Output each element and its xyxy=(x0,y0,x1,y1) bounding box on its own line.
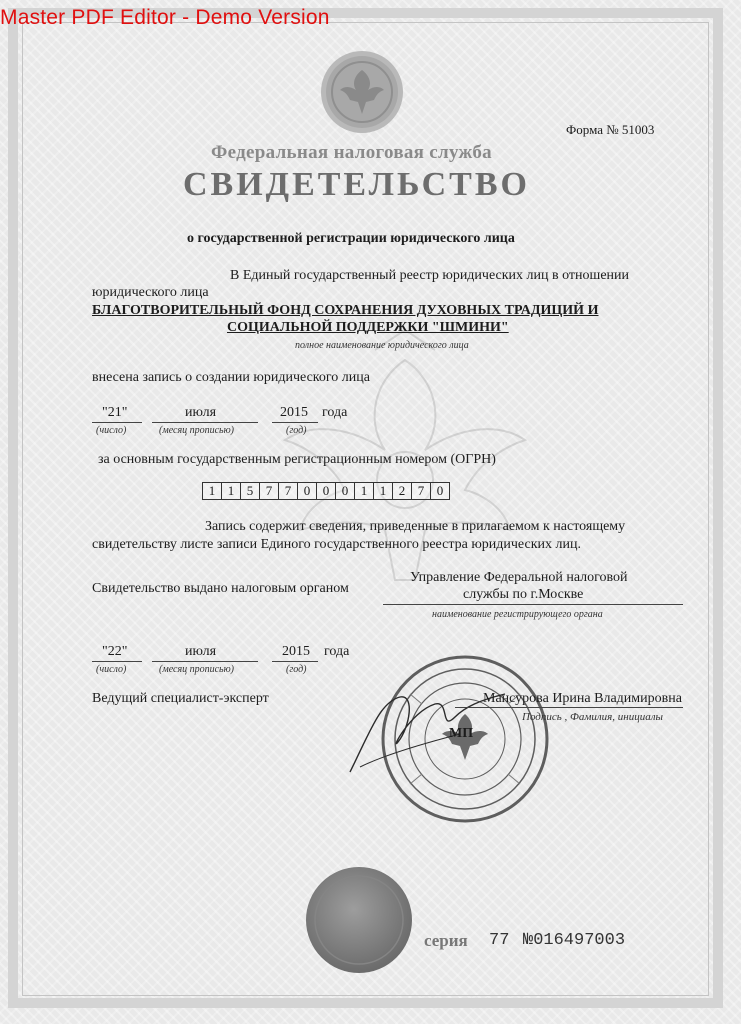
document-subtitle: о государственной регистрации юридического лица xyxy=(187,231,515,246)
issuer-line-2: службы по г.Москве xyxy=(463,587,584,602)
ogrn-digit: 5 xyxy=(240,482,260,500)
issue-day: "22" xyxy=(102,644,128,659)
ogrn-digit: 0 xyxy=(335,482,355,500)
position-title: Ведущий специалист-эксперт xyxy=(92,691,269,706)
demo-banner: Master PDF Editor - Demo Version xyxy=(0,6,330,29)
issuer-line-1: Управление Федеральной налоговой xyxy=(410,570,628,585)
info-line-1: Запись содержит сведения, приведенные в прилагаемом к настоящему xyxy=(205,519,626,534)
ogrn-digit: 1 xyxy=(202,482,222,500)
issue-year-caption: (год) xyxy=(286,664,307,675)
ogrn-digit: 1 xyxy=(221,482,241,500)
issue-year: 2015 xyxy=(282,644,310,659)
signatory-name: Мансурова Ирина Владимировна xyxy=(483,691,682,706)
form-number: Форма № 51003 xyxy=(566,122,655,137)
ogrn-digit: 7 xyxy=(278,482,298,500)
record-day: "21" xyxy=(102,405,128,420)
record-year-suffix: года xyxy=(322,405,348,420)
intro-line-2: юридического лица xyxy=(92,285,209,300)
series-number: №016497003 xyxy=(523,931,626,950)
ogrn-digit: 0 xyxy=(297,482,317,500)
series-label: серия xyxy=(424,931,468,950)
mp-mark: МП xyxy=(449,726,474,741)
issue-year-suffix: года xyxy=(324,644,350,659)
record-year-caption: (год) xyxy=(286,425,307,436)
issued-by-label: Свидетельство выдано налоговым органом xyxy=(92,581,349,596)
info-line-2: свидетельству листе записи Единого государственного реестра юридических лиц. xyxy=(92,537,581,552)
ogrn-digit: 7 xyxy=(259,482,279,500)
record-month-caption: (месяц прописью) xyxy=(159,425,234,436)
intro-line-1: В Единый государственный реестр юридических лиц в отношении xyxy=(230,268,630,283)
org-name-line-2: СОЦИАЛЬНОЙ ПОДДЕРЖКИ "ШМИНИ" xyxy=(227,320,509,335)
ogrn-label: за основным государственным регистрационным номером (ОГРН) xyxy=(98,452,496,467)
record-month: июля xyxy=(185,405,217,420)
ogrn-digit: 1 xyxy=(354,482,374,500)
org-name-caption: полное наименование юридического лица xyxy=(295,340,469,351)
series-code: 77 xyxy=(489,931,510,950)
emblem-icon xyxy=(320,50,404,134)
issue-day-caption: (число) xyxy=(96,664,127,675)
record-day-caption: (число) xyxy=(96,425,127,436)
ogrn-digit: 0 xyxy=(316,482,336,500)
hologram-seal-icon xyxy=(305,866,413,974)
ogrn-digit: 1 xyxy=(373,482,393,500)
record-year: 2015 xyxy=(280,405,308,420)
ogrn-number xyxy=(203,482,450,500)
ogrn-digit: 7 xyxy=(411,482,431,500)
signatory-caption: Подпись , Фамилия, инициалы xyxy=(522,711,663,723)
document-title: СВИДЕТЕЛЬСТВО xyxy=(183,166,530,203)
record-text: внесена запись о создании юридического лица xyxy=(92,370,370,385)
ogrn-digit: 2 xyxy=(392,482,412,500)
issue-month-caption: (месяц прописью) xyxy=(159,664,234,675)
issuer-caption: наименование регистрирующего органа xyxy=(432,609,603,620)
issue-month: июля xyxy=(185,644,217,659)
agency-name: Федеральная налоговая служба xyxy=(211,142,492,163)
signature-icon xyxy=(340,672,520,782)
org-name-line-1: БЛАГОТВОРИТЕЛЬНЫЙ ФОНД СОХРАНЕНИЯ ДУХОВНЫХ ТРАДИЦИЙ И xyxy=(92,303,599,318)
ogrn-digit: 0 xyxy=(430,482,450,500)
